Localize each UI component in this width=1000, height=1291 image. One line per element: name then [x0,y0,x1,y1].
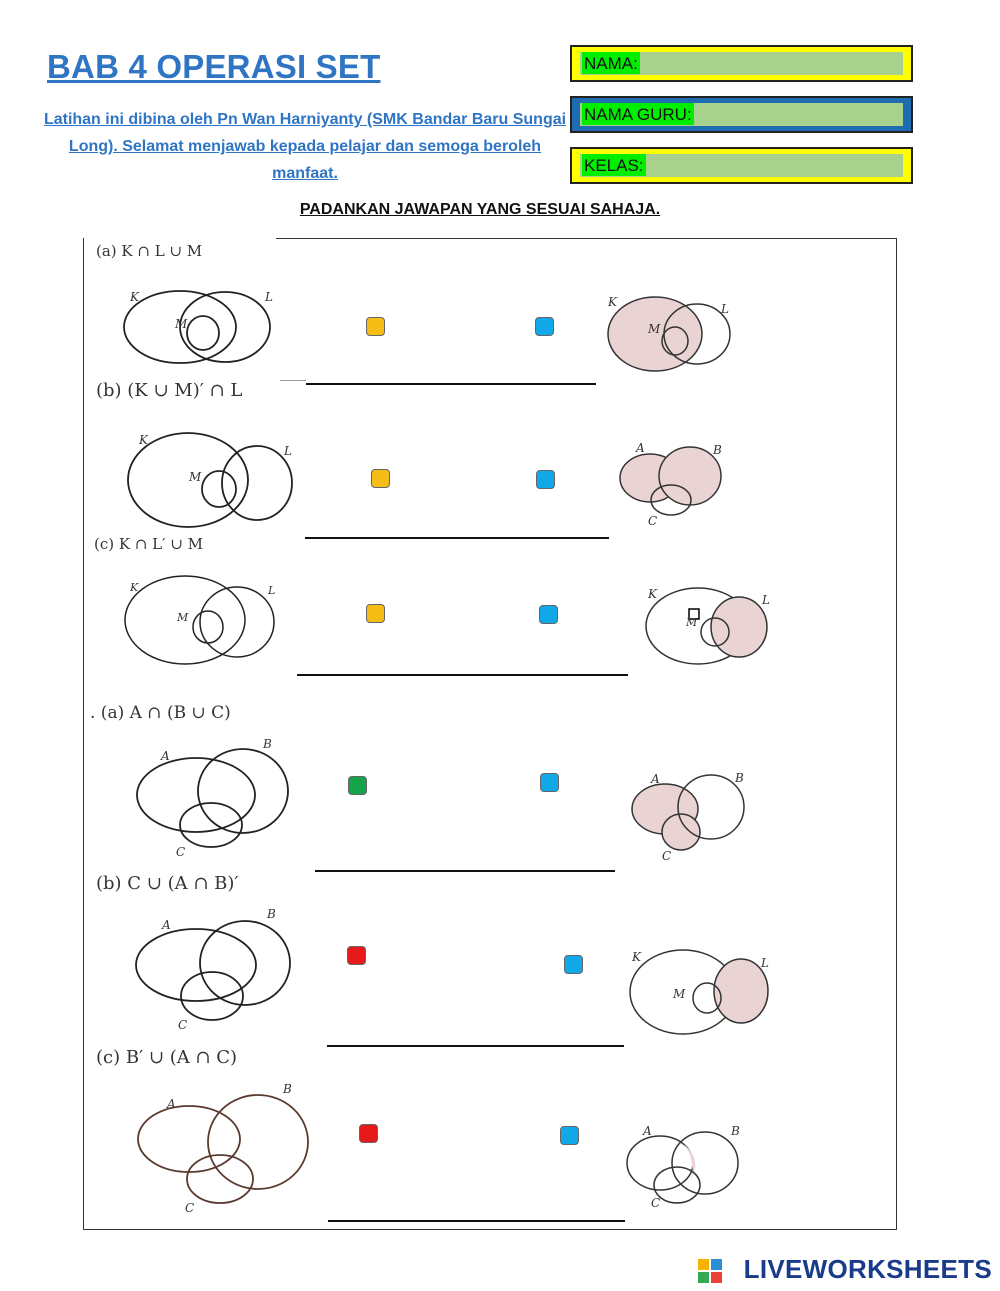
set-letter: A [167,1097,176,1111]
set-letter: C [648,514,658,528]
instruction: PADANKAN JAWAPAN YANG SESUAI SAHAJA. [299,201,661,218]
set-letter: A [643,1124,652,1138]
class-label: KELAS: [584,156,644,175]
question-label-1b: (b) (K ∪ M)′ ∩ L [96,380,243,401]
set-letter: A [161,749,170,763]
set-letter: M [175,317,188,331]
set-letter: A [162,918,171,932]
set-letter: K [130,581,139,594]
venn-right-2b [630,950,768,1034]
venn-right-1b [620,447,721,515]
venn-left-2b [136,921,290,1020]
set-letter: B [263,737,272,751]
set-letter: C [185,1201,195,1215]
set-letter: L [721,302,729,316]
set-letter: M [648,322,661,336]
set-letter: L [265,290,273,304]
name-label: NAMA: [584,54,638,73]
set-letter: K [139,433,148,447]
brand-wordmark: LIVEWORKSHEETS [743,1254,992,1284]
question-label-2a: . (a) A ∩ (B ∪ C) [90,703,231,723]
question-label-2b: (b) C ∪ (A ∩ B)′ [96,873,239,894]
set-letter: B [713,443,722,457]
venn-left-2c [138,1095,308,1203]
question-label-1c: (c) K ∩ L′ ∪ M [94,535,204,553]
venn-right-2a [632,775,744,850]
set-letter: M [189,470,202,484]
liveworksheets-logo-icon [698,1259,722,1283]
page-title: BAB 4 OPERASI SET [47,48,381,85]
set-letter: C [176,845,186,859]
set-letter: A [651,772,660,786]
set-letter: B [283,1082,292,1096]
set-letter: L [284,444,292,458]
set-letter: C [662,849,672,863]
set-letter: M [673,987,686,1001]
teacher-label: NAMA GURU: [584,105,692,124]
set-letter: K [648,587,657,601]
set-letter: L [268,584,276,597]
question-label-2c: (c) B′ ∪ (A ∩ C) [96,1047,238,1068]
set-letter: K [130,290,139,304]
set-letter: B [735,771,744,785]
set-letter: B [267,907,276,921]
venn-right-1c [646,588,767,664]
venn-left-1a [124,291,270,363]
set-letter: B [731,1124,740,1138]
venn-left-1b [128,433,292,527]
venn-left-2a [137,749,288,847]
set-letter: C [651,1196,661,1210]
venn-right-2c [627,1132,738,1203]
question-label-1a: (a) K ∩ L ∪ M [96,242,203,260]
set-letter: K [608,295,617,309]
set-letter: M [686,616,698,629]
intro-text: Latihan ini dibina oleh Pn Wan Harniyanty (SMK Bandar Baru Sungai Long). Selamat menjawab kepada pelajar dan semoga beroleh manfaat. [43,111,567,182]
set-letter: A [636,441,645,455]
venn-right-1a [608,297,730,371]
set-letter: L [761,956,769,970]
set-letter: L [762,593,770,607]
set-letter: K [632,950,641,964]
venn-left-1c [125,576,274,664]
set-letter: M [177,611,189,624]
set-letter: C [178,1018,188,1032]
